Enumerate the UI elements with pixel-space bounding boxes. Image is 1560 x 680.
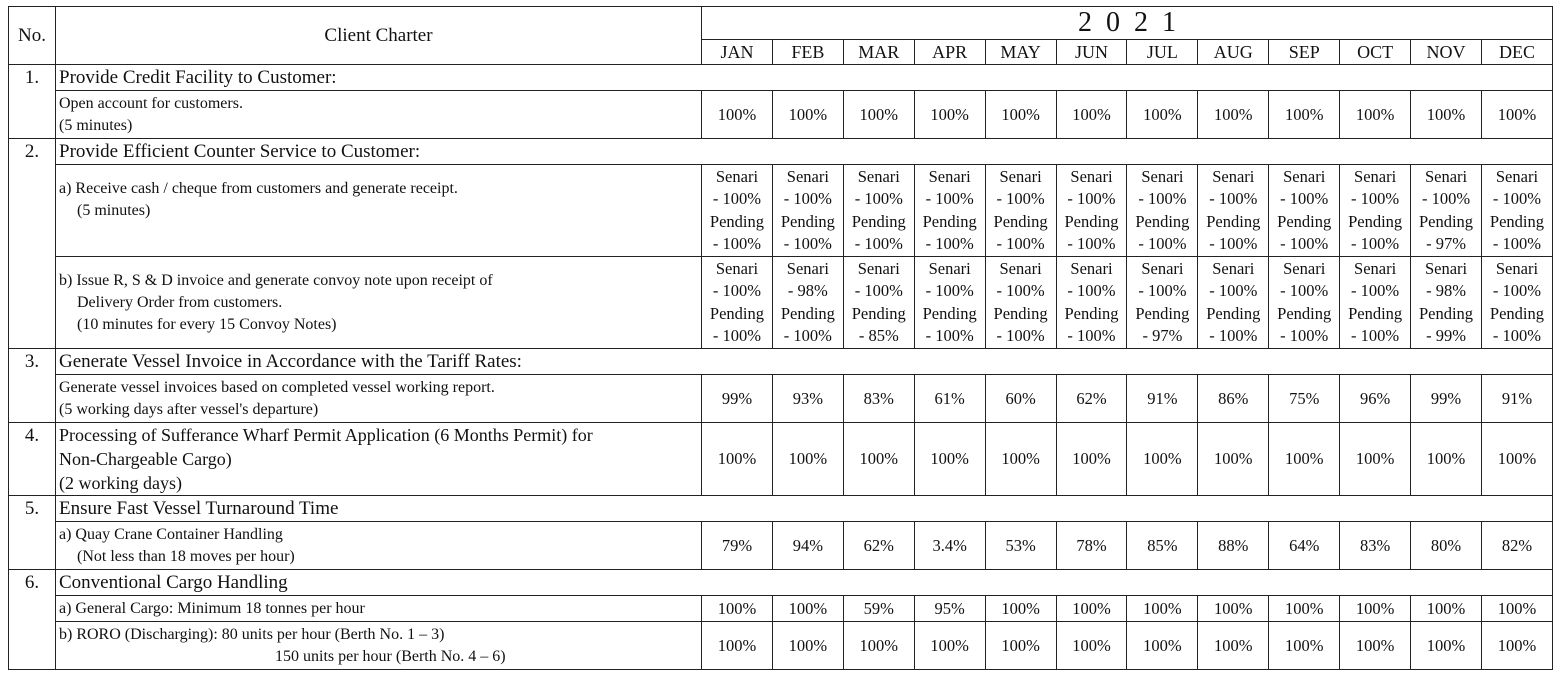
value-cell-jul: 100% bbox=[1127, 423, 1198, 496]
percentage-value: - 100% bbox=[996, 189, 1045, 208]
value-cell-nov: 99% bbox=[1411, 375, 1482, 423]
value-cell-jun: 100% bbox=[1056, 91, 1127, 139]
percentage-value: - 100% bbox=[996, 234, 1045, 253]
row-description: b) RORO (Discharging): 80 units per hour (Berth No. 1 – 3) 150 units per hour (Berth No. 4 – 6) bbox=[56, 622, 702, 670]
percentage-value: - 85% bbox=[858, 326, 899, 345]
value-cell-dec: 91% bbox=[1481, 375, 1552, 423]
location-label: Pending bbox=[993, 211, 1048, 231]
month-header-nov: NOV bbox=[1411, 40, 1482, 65]
row-description: Generate vessel invoices based on completed vessel working report. (5 working days after vessel's departure) bbox=[56, 375, 702, 423]
section-title: Generate Vessel Invoice in Accordance with the Tariff Rates: bbox=[56, 349, 1553, 375]
location-label: Pending bbox=[1206, 211, 1261, 231]
percentage-value: - 100% bbox=[854, 234, 903, 253]
column-header-year: 2021 bbox=[702, 7, 1553, 40]
location-label: Pending bbox=[780, 303, 835, 323]
table-row bbox=[9, 257, 1553, 349]
percentage-value: - 100% bbox=[1280, 326, 1329, 345]
value-cell-may: 100% bbox=[985, 596, 1056, 622]
location-label: Senari bbox=[1212, 166, 1255, 186]
location-label: Senari bbox=[999, 258, 1042, 278]
percentage-value: - 100% bbox=[1209, 281, 1258, 300]
location-label: Senari bbox=[1424, 258, 1468, 278]
percentage-value: - 100% bbox=[1351, 234, 1400, 253]
value-cell-mar: 100% bbox=[843, 622, 914, 670]
value-cell-aug: 100% bbox=[1198, 91, 1269, 139]
percentage-value: - 100% bbox=[1138, 189, 1187, 208]
percentage-value: - 100% bbox=[712, 326, 762, 345]
location-label: Senari bbox=[1070, 166, 1113, 186]
value-cell-dec: 100% bbox=[1481, 596, 1552, 622]
section-1-title-row bbox=[9, 65, 1553, 91]
value-cell-apr: 100% bbox=[914, 91, 985, 139]
value-cell-oct: 83% bbox=[1340, 522, 1411, 570]
value-cell-jul: 100% bbox=[1127, 596, 1198, 622]
month-header-mar: MAR bbox=[843, 40, 914, 65]
location-label: Senari bbox=[1424, 166, 1468, 186]
section-number: 1. bbox=[9, 65, 56, 139]
location-label: Pending bbox=[851, 303, 906, 323]
value-cell-jun bbox=[1056, 257, 1127, 349]
location-label: Pending bbox=[780, 211, 835, 231]
month-header-feb: FEB bbox=[772, 40, 843, 65]
value-cell-may: 100% bbox=[985, 423, 1056, 496]
row-description: a) Quay Crane Container Handling (Not less than 18 moves per hour) bbox=[56, 522, 702, 570]
value-cell-sep bbox=[1269, 165, 1340, 257]
section-number: 2. bbox=[9, 139, 56, 349]
client-charter-table bbox=[8, 6, 1553, 670]
location-label: Pending bbox=[1489, 211, 1544, 231]
value-cell-feb bbox=[772, 165, 843, 257]
value-cell-dec bbox=[1481, 257, 1552, 349]
location-label: Senari bbox=[999, 166, 1042, 186]
section-title: Ensure Fast Vessel Turnaround Time bbox=[56, 496, 1553, 522]
month-header-jan: JAN bbox=[702, 40, 773, 65]
value-cell-jul: 100% bbox=[1127, 622, 1198, 670]
percentage-value: - 100% bbox=[1209, 326, 1258, 345]
section-number: 5. bbox=[9, 496, 56, 570]
location-label: Pending bbox=[1277, 303, 1332, 323]
value-cell-aug: 86% bbox=[1198, 375, 1269, 423]
percentage-value: - 100% bbox=[783, 189, 832, 208]
location-label: Pending bbox=[1489, 303, 1544, 323]
percentage-value: - 100% bbox=[1280, 234, 1329, 253]
value-cell-mar bbox=[843, 257, 914, 349]
location-label: Senari bbox=[1354, 258, 1397, 278]
location-label: Pending bbox=[1348, 211, 1403, 231]
location-label: Senari bbox=[928, 166, 971, 186]
location-label: Senari bbox=[1212, 258, 1255, 278]
table-row bbox=[9, 596, 1553, 622]
value-cell-oct bbox=[1340, 165, 1411, 257]
location-label: Senari bbox=[1495, 166, 1539, 186]
percentage-value: - 100% bbox=[1280, 189, 1329, 208]
percentage-value: - 100% bbox=[1067, 189, 1116, 208]
value-cell-feb bbox=[772, 257, 843, 349]
location-label: Pending bbox=[1277, 211, 1332, 231]
location-label: Senari bbox=[1141, 258, 1184, 278]
location-label: Senari bbox=[786, 258, 829, 278]
value-cell-apr: 61% bbox=[914, 375, 985, 423]
value-cell-oct: 100% bbox=[1340, 622, 1411, 670]
value-cell-apr: 100% bbox=[914, 622, 985, 670]
value-cell-jun: 62% bbox=[1056, 375, 1127, 423]
row-description: b) Issue R, S & D invoice and generate convoy note upon receipt of Delivery Order from customers. (10 minutes for every 15 Convoy Notes) bbox=[56, 257, 702, 349]
percentage-value: - 100% bbox=[712, 281, 762, 300]
value-cell-sep: 75% bbox=[1269, 375, 1340, 423]
percentage-value: - 100% bbox=[925, 234, 974, 253]
value-cell-may: 53% bbox=[985, 522, 1056, 570]
client-charter-document bbox=[8, 6, 1553, 670]
section-number: 6. bbox=[9, 570, 56, 670]
section-number: 3. bbox=[9, 349, 56, 423]
location-label: Pending bbox=[851, 211, 906, 231]
location-label: Pending bbox=[1418, 303, 1474, 323]
location-label: Senari bbox=[1495, 258, 1539, 278]
value-cell-mar: 62% bbox=[843, 522, 914, 570]
value-cell-dec: 100% bbox=[1481, 622, 1552, 670]
value-cell-jul bbox=[1127, 257, 1198, 349]
section-2-title-row bbox=[9, 139, 1553, 165]
value-cell-oct: 100% bbox=[1340, 91, 1411, 139]
table-row bbox=[9, 375, 1553, 423]
value-cell-nov: 80% bbox=[1411, 522, 1482, 570]
percentage-value: - 100% bbox=[712, 189, 762, 208]
location-label: Senari bbox=[857, 258, 900, 278]
month-header-aug: AUG bbox=[1198, 40, 1269, 65]
value-cell-nov bbox=[1411, 165, 1482, 257]
location-label: Pending bbox=[922, 211, 977, 231]
value-cell-dec: 100% bbox=[1481, 91, 1552, 139]
percentage-value: - 100% bbox=[1492, 281, 1542, 300]
percentage-value: - 100% bbox=[925, 326, 974, 345]
value-cell-sep: 64% bbox=[1269, 522, 1340, 570]
value-cell-sep: 100% bbox=[1269, 596, 1340, 622]
percentage-value: - 100% bbox=[1209, 234, 1258, 253]
value-cell-feb: 100% bbox=[772, 91, 843, 139]
value-cell-aug bbox=[1198, 257, 1269, 349]
month-header-apr: APR bbox=[914, 40, 985, 65]
location-label: Senari bbox=[857, 166, 900, 186]
percentage-value: - 100% bbox=[1351, 281, 1400, 300]
value-cell-aug: 100% bbox=[1198, 423, 1269, 496]
value-cell-jan: 100% bbox=[702, 622, 773, 670]
value-cell-may: 100% bbox=[985, 91, 1056, 139]
value-cell-mar bbox=[843, 165, 914, 257]
value-cell-feb: 100% bbox=[772, 423, 843, 496]
percentage-value: - 100% bbox=[1067, 234, 1116, 253]
location-label: Pending bbox=[1206, 303, 1261, 323]
value-cell-may: 60% bbox=[985, 375, 1056, 423]
value-cell-jan: 100% bbox=[702, 423, 773, 496]
value-cell-jan: 100% bbox=[702, 91, 773, 139]
value-cell-apr: 3.4% bbox=[914, 522, 985, 570]
row-description: Processing of Sufferance Wharf Permit Application (6 Months Permit) for Non-Chargeable Cargo) (2 working days) bbox=[56, 423, 702, 496]
location-label: Pending bbox=[922, 303, 977, 323]
value-cell-nov: 100% bbox=[1411, 622, 1482, 670]
percentage-value: - 98% bbox=[1426, 281, 1466, 300]
percentage-value: - 100% bbox=[1067, 281, 1116, 300]
value-cell-nov: 100% bbox=[1411, 423, 1482, 496]
value-cell-jan bbox=[702, 165, 773, 257]
value-cell-dec: 100% bbox=[1481, 423, 1552, 496]
percentage-value: - 100% bbox=[1209, 189, 1258, 208]
value-cell-jul bbox=[1127, 165, 1198, 257]
percentage-value: - 97% bbox=[1142, 326, 1183, 345]
value-cell-feb: 100% bbox=[772, 596, 843, 622]
value-cell-mar: 83% bbox=[843, 375, 914, 423]
value-cell-jun: 100% bbox=[1056, 622, 1127, 670]
value-cell-jun bbox=[1056, 165, 1127, 257]
percentage-value: - 100% bbox=[1492, 326, 1542, 345]
percentage-value: - 100% bbox=[1492, 234, 1542, 253]
value-cell-may: 100% bbox=[985, 622, 1056, 670]
location-label: Pending bbox=[1064, 303, 1119, 323]
percentage-value: - 100% bbox=[996, 281, 1045, 300]
section-6-title-row bbox=[9, 570, 1553, 596]
percentage-value: - 100% bbox=[996, 326, 1045, 345]
percentage-value: - 100% bbox=[854, 189, 903, 208]
percentage-value: - 100% bbox=[925, 281, 974, 300]
value-cell-jul: 85% bbox=[1127, 522, 1198, 570]
location-label: Senari bbox=[786, 166, 829, 186]
month-header-sep: SEP bbox=[1269, 40, 1340, 65]
value-cell-oct: 100% bbox=[1340, 596, 1411, 622]
percentage-value: - 100% bbox=[783, 326, 832, 345]
value-cell-aug bbox=[1198, 165, 1269, 257]
value-cell-mar: 100% bbox=[843, 91, 914, 139]
value-cell-jun: 78% bbox=[1056, 522, 1127, 570]
value-cell-apr bbox=[914, 165, 985, 257]
value-cell-may bbox=[985, 165, 1056, 257]
value-cell-jan: 79% bbox=[702, 522, 773, 570]
value-cell-mar: 59% bbox=[843, 596, 914, 622]
value-cell-dec bbox=[1481, 165, 1552, 257]
row-description: a) General Cargo: Minimum 18 tonnes per hour bbox=[56, 596, 702, 622]
value-cell-oct: 96% bbox=[1340, 375, 1411, 423]
value-cell-nov bbox=[1411, 257, 1482, 349]
month-header-oct: OCT bbox=[1340, 40, 1411, 65]
year-header-row bbox=[9, 7, 1553, 40]
location-label: Senari bbox=[1354, 166, 1397, 186]
month-header-dec: DEC bbox=[1481, 40, 1552, 65]
value-cell-jun: 100% bbox=[1056, 423, 1127, 496]
percentage-value: - 100% bbox=[712, 234, 762, 253]
location-label: Senari bbox=[715, 166, 759, 186]
value-cell-feb: 94% bbox=[772, 522, 843, 570]
section-number: 4. bbox=[9, 423, 56, 496]
location-label: Pending bbox=[993, 303, 1048, 323]
column-header-no: No. bbox=[9, 7, 56, 65]
value-cell-feb: 93% bbox=[772, 375, 843, 423]
location-label: Pending bbox=[1135, 303, 1190, 323]
section-3-title-row bbox=[9, 349, 1553, 375]
section-title: Provide Credit Facility to Customer: bbox=[56, 65, 1553, 91]
value-cell-dec: 82% bbox=[1481, 522, 1552, 570]
section-5-title-row bbox=[9, 496, 1553, 522]
location-label: Senari bbox=[928, 258, 971, 278]
table-row bbox=[9, 91, 1553, 139]
table-row bbox=[9, 622, 1553, 670]
table-row bbox=[9, 165, 1553, 257]
table-row bbox=[9, 522, 1553, 570]
value-cell-nov: 100% bbox=[1411, 91, 1482, 139]
value-cell-aug: 88% bbox=[1198, 522, 1269, 570]
percentage-value: - 100% bbox=[1421, 189, 1471, 208]
value-cell-nov: 100% bbox=[1411, 596, 1482, 622]
location-label: Senari bbox=[715, 258, 759, 278]
value-cell-aug: 100% bbox=[1198, 596, 1269, 622]
month-header-jul: JUL bbox=[1127, 40, 1198, 65]
value-cell-jan: 99% bbox=[702, 375, 773, 423]
location-label: Senari bbox=[1141, 166, 1184, 186]
percentage-value: - 100% bbox=[1351, 189, 1400, 208]
location-label: Pending bbox=[1135, 211, 1190, 231]
percentage-value: - 100% bbox=[1351, 326, 1400, 345]
location-label: Senari bbox=[1283, 166, 1326, 186]
location-label: Pending bbox=[1348, 303, 1403, 323]
month-header-jun: JUN bbox=[1056, 40, 1127, 65]
percentage-value: - 100% bbox=[783, 234, 832, 253]
row-description: a) Receive cash / cheque from customers and generate receipt. (5 minutes) bbox=[56, 165, 702, 257]
table-row bbox=[9, 423, 1553, 496]
column-header-client-charter: Client Charter bbox=[56, 7, 702, 65]
percentage-value: - 100% bbox=[925, 189, 974, 208]
location-label: Senari bbox=[1283, 258, 1326, 278]
value-cell-apr: 95% bbox=[914, 596, 985, 622]
value-cell-jan bbox=[702, 257, 773, 349]
location-label: Pending bbox=[1418, 211, 1474, 231]
percentage-value: - 100% bbox=[1280, 281, 1329, 300]
value-cell-jan: 100% bbox=[702, 596, 773, 622]
section-title: Conventional Cargo Handling bbox=[56, 570, 1553, 596]
value-cell-apr: 100% bbox=[914, 423, 985, 496]
percentage-value: - 100% bbox=[1492, 189, 1542, 208]
row-description: Open account for customers. (5 minutes) bbox=[56, 91, 702, 139]
percentage-value: - 98% bbox=[787, 281, 828, 300]
percentage-value: - 100% bbox=[854, 281, 903, 300]
value-cell-jul: 91% bbox=[1127, 375, 1198, 423]
value-cell-oct: 100% bbox=[1340, 423, 1411, 496]
percentage-value: - 100% bbox=[1067, 326, 1116, 345]
percentage-value: - 100% bbox=[1138, 234, 1187, 253]
percentage-value: - 97% bbox=[1426, 234, 1466, 253]
section-title: Provide Efficient Counter Service to Customer: bbox=[56, 139, 1553, 165]
value-cell-jun: 100% bbox=[1056, 596, 1127, 622]
location-label: Pending bbox=[709, 211, 764, 231]
value-cell-mar: 100% bbox=[843, 423, 914, 496]
value-cell-may bbox=[985, 257, 1056, 349]
value-cell-oct bbox=[1340, 257, 1411, 349]
value-cell-apr bbox=[914, 257, 985, 349]
value-cell-sep bbox=[1269, 257, 1340, 349]
value-cell-sep: 100% bbox=[1269, 91, 1340, 139]
location-label: Pending bbox=[1064, 211, 1119, 231]
value-cell-jul: 100% bbox=[1127, 91, 1198, 139]
value-cell-sep: 100% bbox=[1269, 423, 1340, 496]
percentage-value: - 99% bbox=[1426, 326, 1466, 345]
location-label: Senari bbox=[1070, 258, 1113, 278]
value-cell-sep: 100% bbox=[1269, 622, 1340, 670]
month-header-may: MAY bbox=[985, 40, 1056, 65]
value-cell-feb: 100% bbox=[772, 622, 843, 670]
percentage-value: - 100% bbox=[1138, 281, 1187, 300]
location-label: Pending bbox=[709, 303, 764, 323]
value-cell-aug: 100% bbox=[1198, 622, 1269, 670]
